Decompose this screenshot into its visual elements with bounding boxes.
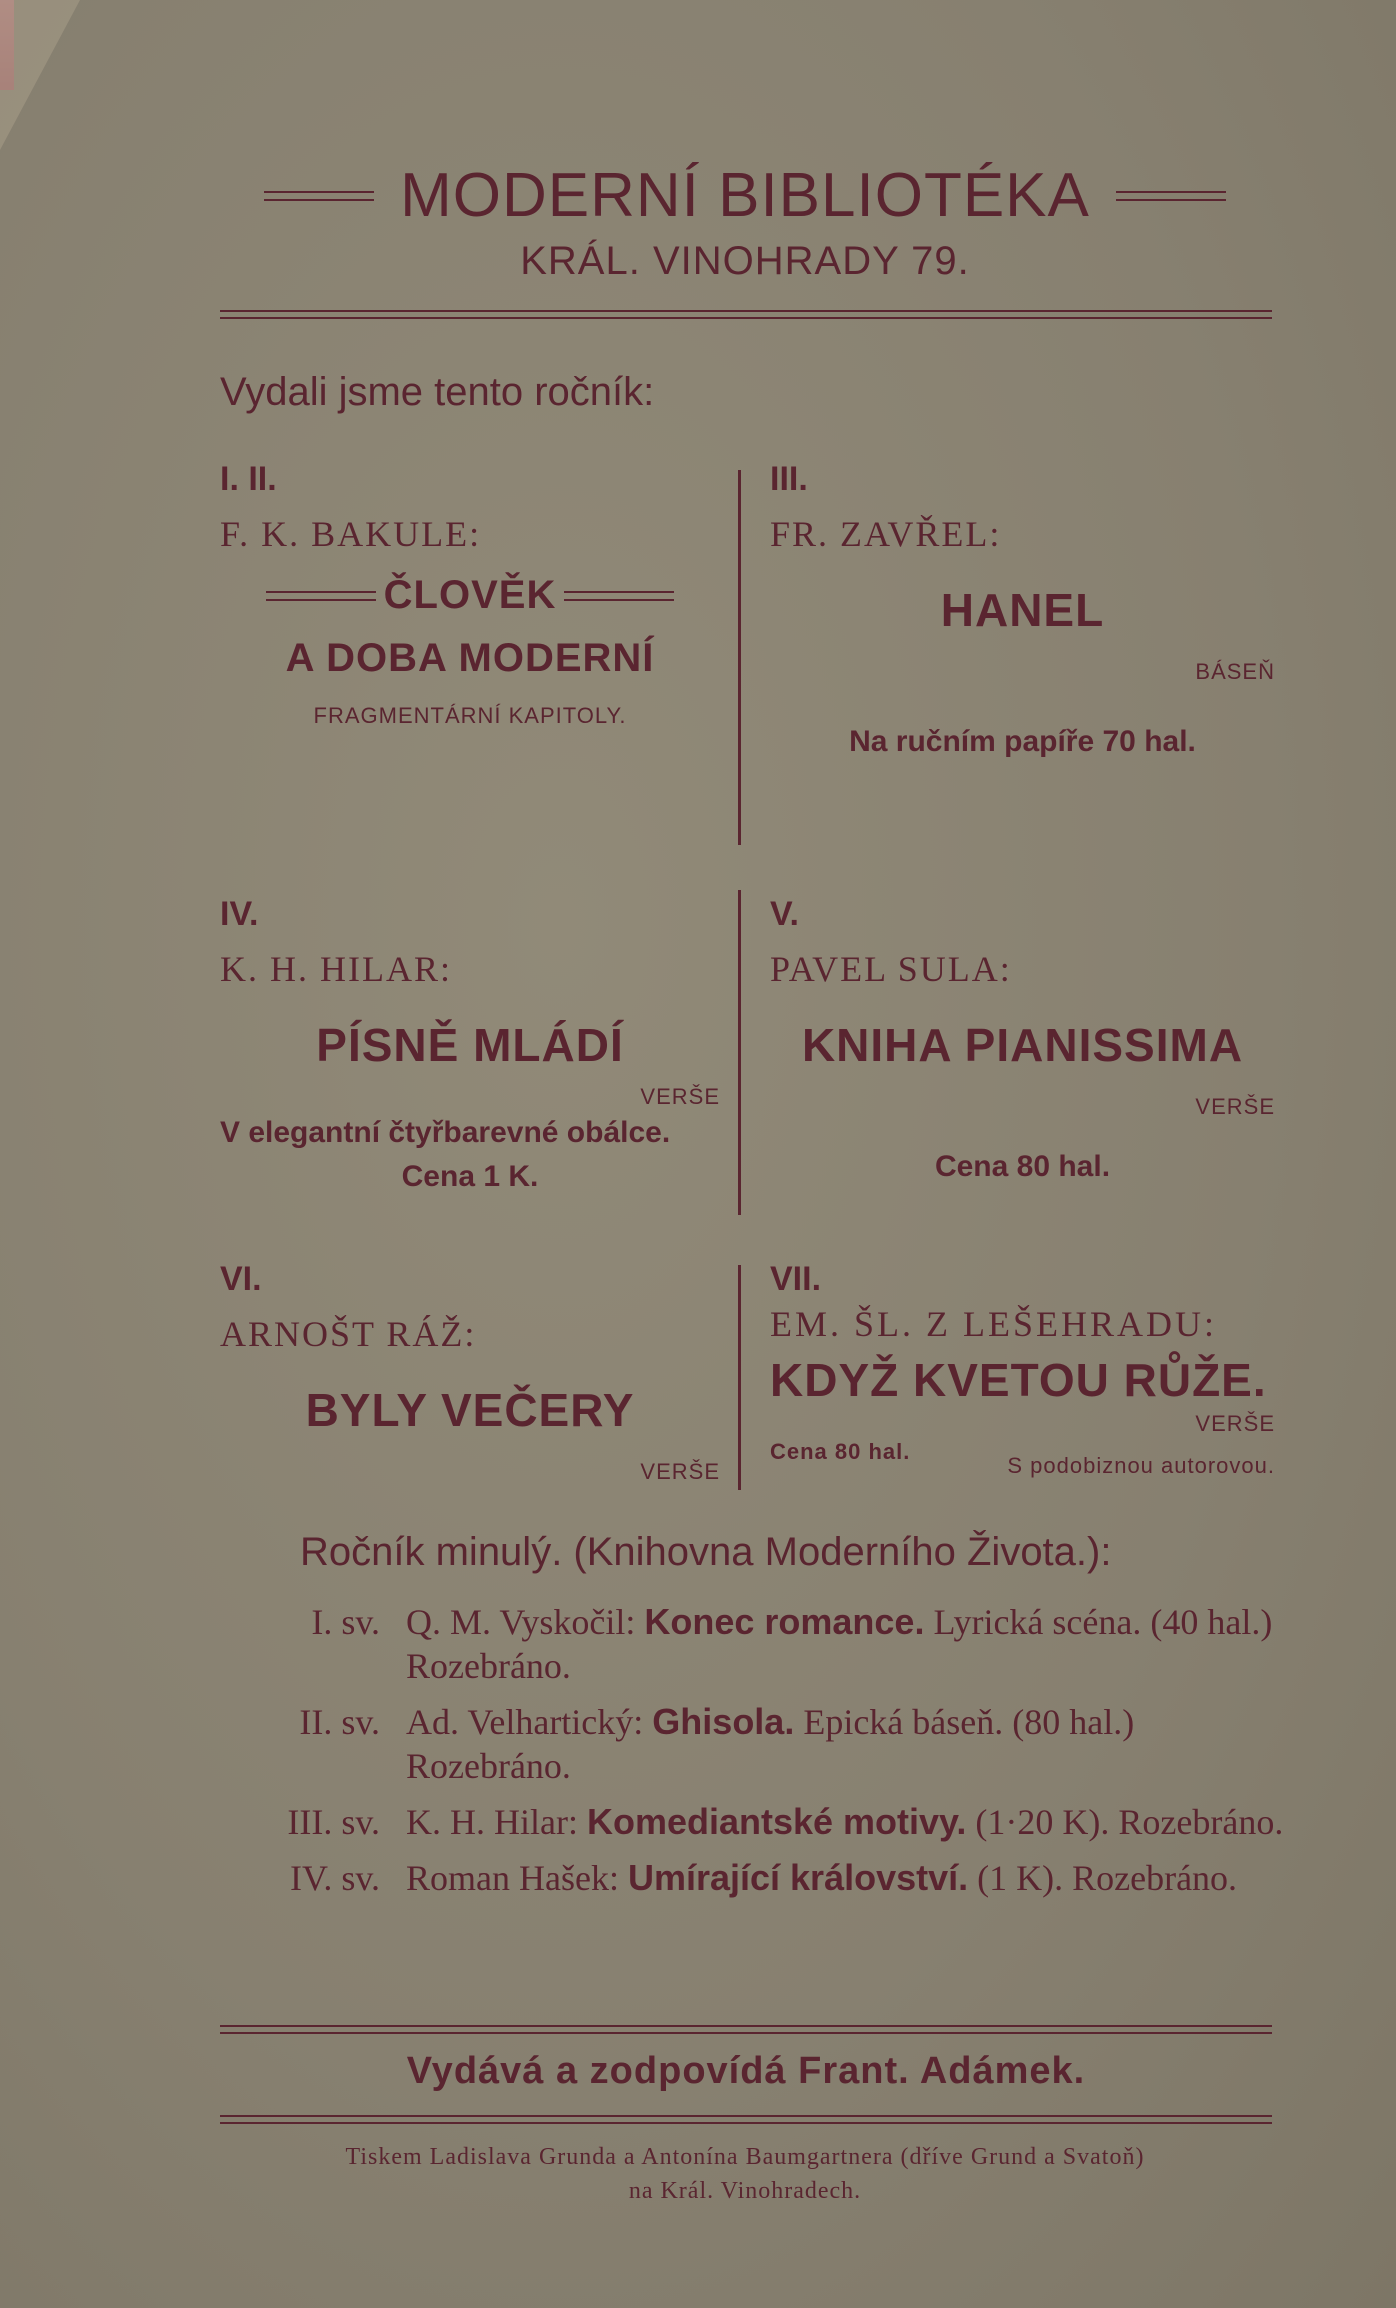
publisher-line: Vydává a zodpovídá Frant. Adámek. bbox=[406, 2050, 1086, 2092]
book-author: F. K. BAKULE: bbox=[220, 514, 482, 554]
book-note: V elegantní čtyřbarevné obálce. bbox=[220, 1116, 671, 1149]
book-title: ČLOVĚK bbox=[383, 573, 557, 617]
book-number: V. bbox=[770, 895, 800, 933]
volume-number: II. sv. bbox=[299, 1702, 380, 1742]
volume-author: Ad. Velhartický: bbox=[406, 1702, 644, 1742]
book-footer-row bbox=[770, 1439, 1275, 1479]
volume-details: (1·20 K). Rozebráno. bbox=[975, 1802, 1284, 1842]
header bbox=[220, 160, 1270, 284]
title-ornament bbox=[266, 591, 376, 601]
past-volume-list bbox=[230, 1600, 1290, 1912]
volume-number: IV. sv. bbox=[289, 1858, 380, 1898]
book-title-line2: A DOBA MODERNÍ bbox=[285, 636, 655, 680]
header-rule bbox=[220, 310, 1272, 319]
book-entry-7 bbox=[770, 1260, 1275, 1479]
volume-details: (1 K). Rozebráno. bbox=[977, 1858, 1238, 1898]
volume-title: Komediantské motivy. bbox=[586, 1801, 967, 1842]
publisher-rule-bottom bbox=[220, 2115, 1272, 2124]
book-number: I. II. bbox=[220, 460, 277, 498]
book-note: Na ručním papíře 70 hal. bbox=[849, 725, 1196, 758]
volume-author: Roman Hašek: bbox=[406, 1858, 619, 1898]
book-genre: VERŠE bbox=[640, 1084, 720, 1109]
volume-title: Ghisola. bbox=[652, 1701, 795, 1742]
volume-title: Konec romance. bbox=[644, 1601, 925, 1642]
intro-text: Vydali jsme tento ročník: bbox=[220, 370, 655, 414]
book-genre: BÁSEŇ bbox=[1195, 659, 1275, 684]
book-price: Cena 1 K. bbox=[401, 1160, 539, 1193]
book-entry-1-2 bbox=[220, 460, 720, 729]
volume-author: Q. M. Vyskočil: bbox=[406, 1602, 636, 1642]
volume-text bbox=[406, 1600, 1290, 1688]
volume-number: III. sv. bbox=[287, 1802, 380, 1842]
book-number: IV. bbox=[220, 895, 259, 933]
printer-line-2: na Král. Vinohradech. bbox=[628, 2178, 862, 2204]
page-title: MODERNÍ BIBLIOTÉKA bbox=[400, 161, 1090, 230]
book-author: ARNOŠT RÁŽ: bbox=[220, 1314, 477, 1354]
book-price: Cena 80 hal. bbox=[934, 1150, 1111, 1183]
folded-corner bbox=[0, 0, 80, 150]
address: KRÁL. VINOHRADY 79. bbox=[520, 239, 970, 283]
book-author: FR. ZAVŘEL: bbox=[770, 514, 1002, 554]
book-title: PÍSNĚ MLÁDÍ bbox=[316, 1019, 624, 1071]
volume-title: Umírající království. bbox=[627, 1857, 969, 1898]
volume-text bbox=[406, 1800, 1290, 1844]
book-genre: FRAGMENTÁRNÍ KAPITOLY. bbox=[313, 703, 627, 728]
book-genre: VERŠE bbox=[1195, 1094, 1275, 1119]
volume-details: Lyrická scéna. (40 hal.) Rozebráno. bbox=[406, 1602, 1273, 1686]
list-item bbox=[230, 1856, 1290, 1900]
title-ornament-left bbox=[264, 191, 374, 201]
column-divider-2 bbox=[738, 890, 741, 1215]
book-price: Cena 80 hal. bbox=[770, 1439, 911, 1464]
volume-author: K. H. Hilar: bbox=[406, 1802, 578, 1842]
book-number: VI. bbox=[220, 1260, 262, 1298]
book-title: HANEL bbox=[940, 584, 1105, 636]
title-ornament-right bbox=[1116, 191, 1226, 201]
book-note: S podobiznou autorovou. bbox=[1007, 1453, 1275, 1478]
book-genre: VERŠE bbox=[1195, 1411, 1275, 1436]
book-genre: VERŠE bbox=[640, 1459, 720, 1484]
title-ornament bbox=[564, 591, 674, 601]
list-item bbox=[230, 1700, 1290, 1788]
past-volume-heading: Ročník minulý. (Knihovna Moderního Života.): bbox=[300, 1530, 1112, 1574]
book-entry-4 bbox=[220, 895, 720, 1194]
book-number: III. bbox=[770, 460, 808, 498]
printer-imprint bbox=[200, 2140, 1290, 2208]
book-author: PAVEL SULA: bbox=[770, 949, 1012, 989]
printer-line-1: Tiskem Ladislava Grunda a Antonína Baumgartnera (dříve Grund a Svatoň) bbox=[345, 2144, 1145, 2170]
book-title: KDYŽ KVETOU RŮŽE. bbox=[770, 1354, 1267, 1406]
book-number: VII. bbox=[770, 1260, 822, 1298]
book-entry-5 bbox=[770, 895, 1275, 1184]
book-title-row bbox=[220, 573, 720, 618]
book-title: KNIHA PIANISSIMA bbox=[801, 1019, 1244, 1071]
book-entry-3 bbox=[770, 460, 1275, 759]
book-entry-6 bbox=[220, 1260, 720, 1485]
column-divider-1 bbox=[738, 470, 741, 845]
title-row bbox=[220, 160, 1270, 231]
list-item bbox=[230, 1600, 1290, 1688]
volume-number: I. sv. bbox=[311, 1602, 380, 1642]
publisher-rule-top bbox=[220, 2025, 1272, 2034]
book-title: BYLY VEČERY bbox=[305, 1384, 635, 1436]
book-author: K. H. HILAR: bbox=[220, 949, 452, 989]
list-item bbox=[230, 1800, 1290, 1844]
volume-text bbox=[406, 1856, 1290, 1900]
book-author: EM. ŠL. Z LEŠEHRADU: bbox=[770, 1304, 1217, 1344]
volume-details: Epická báseň. (80 hal.) Rozebráno. bbox=[406, 1702, 1135, 1786]
volume-text bbox=[406, 1700, 1290, 1788]
column-divider-3 bbox=[738, 1265, 741, 1490]
